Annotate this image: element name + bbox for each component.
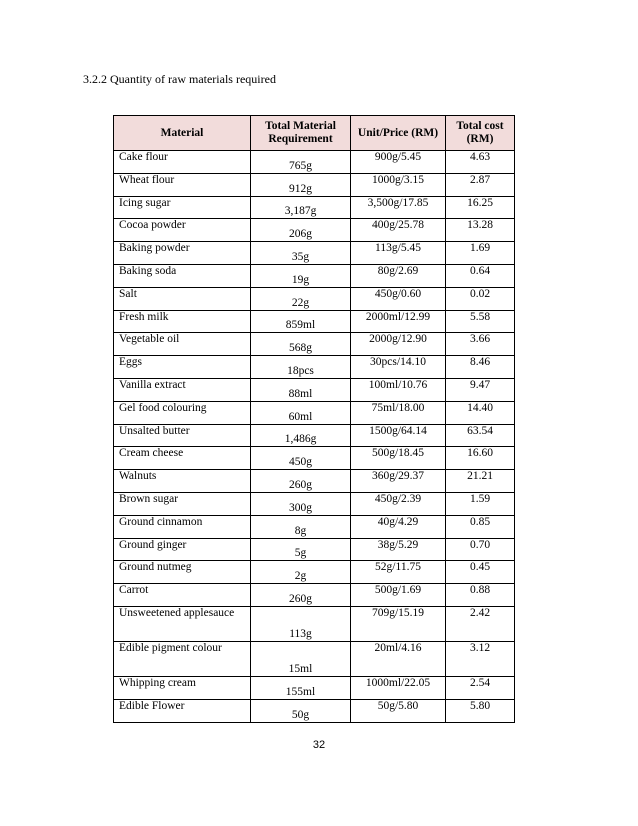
cell-material: Vanilla extract: [114, 378, 251, 401]
cell-material: Baking soda: [114, 264, 251, 287]
cell-total-cost: 2.54: [446, 676, 515, 699]
table-row: [114, 173, 515, 196]
cell-requirement: 2g: [251, 561, 351, 584]
cell-total-cost: 5.80: [446, 699, 515, 722]
cell-total-cost: 0.02: [446, 287, 515, 310]
cell-unit-price: 1000g/3.15: [351, 173, 446, 196]
header-material: Material: [114, 116, 251, 151]
cell-unit-price: 500g/18.45: [351, 447, 446, 470]
table-row: [114, 699, 515, 722]
cell-unit-price: 113g/5.45: [351, 242, 446, 265]
cell-material: Baking powder: [114, 242, 251, 265]
cell-total-cost: 13.28: [446, 219, 515, 242]
cell-unit-price: 50g/5.80: [351, 699, 446, 722]
cell-unit-price: 2000g/12.90: [351, 333, 446, 356]
table-row: [114, 606, 515, 641]
cell-requirement: 765g: [251, 151, 351, 174]
cell-requirement: 60ml: [251, 401, 351, 424]
cell-unit-price: 2000ml/12.99: [351, 310, 446, 333]
cell-total-cost: 0.64: [446, 264, 515, 287]
cell-material: Whipping cream: [114, 676, 251, 699]
table-row: [114, 470, 515, 493]
cell-total-cost: 5.58: [446, 310, 515, 333]
cell-material: Fresh milk: [114, 310, 251, 333]
table-row: [114, 378, 515, 401]
table-row: [114, 584, 515, 607]
cell-unit-price: 450g/2.39: [351, 492, 446, 515]
cell-total-cost: 8.46: [446, 356, 515, 379]
cell-material: Cake flour: [114, 151, 251, 174]
cell-material: Wheat flour: [114, 173, 251, 196]
cell-unit-price: 360g/29.37: [351, 470, 446, 493]
header-total-cost: Total cost (RM): [446, 116, 515, 151]
cell-material: Unsweetened applesauce: [114, 606, 251, 641]
cell-material: Ground ginger: [114, 538, 251, 561]
table-row: [114, 538, 515, 561]
cell-total-cost: 1.59: [446, 492, 515, 515]
cell-requirement: 912g: [251, 173, 351, 196]
table-row: [114, 151, 515, 174]
cell-total-cost: 63.54: [446, 424, 515, 447]
table-row: [114, 310, 515, 333]
cell-total-cost: 14.40: [446, 401, 515, 424]
table-row: [114, 264, 515, 287]
cell-material: Ground nutmeg: [114, 561, 251, 584]
cell-unit-price: 80g/2.69: [351, 264, 446, 287]
table-row: [114, 561, 515, 584]
cell-unit-price: 900g/5.45: [351, 151, 446, 174]
cell-material: Walnuts: [114, 470, 251, 493]
cell-requirement: 3,187g: [251, 196, 351, 219]
cell-unit-price: 709g/15.19: [351, 606, 446, 641]
header-unit-price: Unit/Price (RM): [351, 116, 446, 151]
table-row: [114, 401, 515, 424]
cell-requirement: 113g: [251, 606, 351, 641]
cell-unit-price: 30pcs/14.10: [351, 356, 446, 379]
cell-total-cost: 0.70: [446, 538, 515, 561]
cell-requirement: 568g: [251, 333, 351, 356]
cell-unit-price: 450g/0.60: [351, 287, 446, 310]
table-row: [114, 356, 515, 379]
cell-total-cost: 4.63: [446, 151, 515, 174]
cell-material: Cocoa powder: [114, 219, 251, 242]
cell-total-cost: 2.87: [446, 173, 515, 196]
cell-total-cost: 3.12: [446, 641, 515, 676]
raw-materials-table: [113, 115, 515, 723]
cell-total-cost: 16.60: [446, 447, 515, 470]
cell-material: Edible Flower: [114, 699, 251, 722]
cell-total-cost: 0.45: [446, 561, 515, 584]
cell-requirement: 22g: [251, 287, 351, 310]
cell-requirement: 260g: [251, 470, 351, 493]
cell-unit-price: 3,500g/17.85: [351, 196, 446, 219]
cell-material: Salt: [114, 287, 251, 310]
cell-requirement: 450g: [251, 447, 351, 470]
cell-requirement: 15ml: [251, 641, 351, 676]
cell-total-cost: 3.66: [446, 333, 515, 356]
cell-material: Cream cheese: [114, 447, 251, 470]
table-row: [114, 333, 515, 356]
cell-unit-price: 20ml/4.16: [351, 641, 446, 676]
table-header-row: [114, 116, 515, 151]
table-row: [114, 196, 515, 219]
cell-unit-price: 500g/1.69: [351, 584, 446, 607]
cell-requirement: 859ml: [251, 310, 351, 333]
cell-unit-price: 400g/25.78: [351, 219, 446, 242]
table-row: [114, 515, 515, 538]
cell-total-cost: 9.47: [446, 378, 515, 401]
cell-requirement: 8g: [251, 515, 351, 538]
cell-total-cost: 1.69: [446, 242, 515, 265]
table-row: [114, 676, 515, 699]
section-heading: 3.2.2 Quantity of raw materials required: [83, 72, 276, 86]
cell-unit-price: 38g/5.29: [351, 538, 446, 561]
cell-total-cost: 2.42: [446, 606, 515, 641]
cell-material: Carrot: [114, 584, 251, 607]
cell-material: Ground cinnamon: [114, 515, 251, 538]
cell-material: Brown sugar: [114, 492, 251, 515]
cell-unit-price: 100ml/10.76: [351, 378, 446, 401]
cell-requirement: 50g: [251, 699, 351, 722]
cell-total-cost: 21.21: [446, 470, 515, 493]
cell-material: Eggs: [114, 356, 251, 379]
cell-unit-price: 1500g/64.14: [351, 424, 446, 447]
page-number: 32: [312, 739, 326, 751]
cell-requirement: 19g: [251, 264, 351, 287]
cell-unit-price: 75ml/18.00: [351, 401, 446, 424]
cell-material: Icing sugar: [114, 196, 251, 219]
cell-requirement: 18pcs: [251, 356, 351, 379]
table-row: [114, 447, 515, 470]
cell-material: Vegetable oil: [114, 333, 251, 356]
cell-total-cost: 0.85: [446, 515, 515, 538]
table-row: [114, 492, 515, 515]
cell-requirement: 5g: [251, 538, 351, 561]
cell-requirement: 88ml: [251, 378, 351, 401]
header-requirement: Total Material Requirement: [251, 116, 351, 151]
cell-total-cost: 16.25: [446, 196, 515, 219]
cell-unit-price: 1000ml/22.05: [351, 676, 446, 699]
cell-requirement: 35g: [251, 242, 351, 265]
cell-requirement: 260g: [251, 584, 351, 607]
cell-requirement: 206g: [251, 219, 351, 242]
table-row: [114, 219, 515, 242]
table-row: [114, 641, 515, 676]
cell-unit-price: 40g/4.29: [351, 515, 446, 538]
cell-material: Unsalted butter: [114, 424, 251, 447]
table-body: [114, 151, 515, 723]
cell-total-cost: 0.88: [446, 584, 515, 607]
cell-requirement: 1,486g: [251, 424, 351, 447]
cell-requirement: 300g: [251, 492, 351, 515]
cell-requirement: 155ml: [251, 676, 351, 699]
table-row: [114, 424, 515, 447]
cell-unit-price: 52g/11.75: [351, 561, 446, 584]
table-row: [114, 242, 515, 265]
cell-material: Gel food colouring: [114, 401, 251, 424]
cell-material: Edible pigment colour: [114, 641, 251, 676]
table-row: [114, 287, 515, 310]
